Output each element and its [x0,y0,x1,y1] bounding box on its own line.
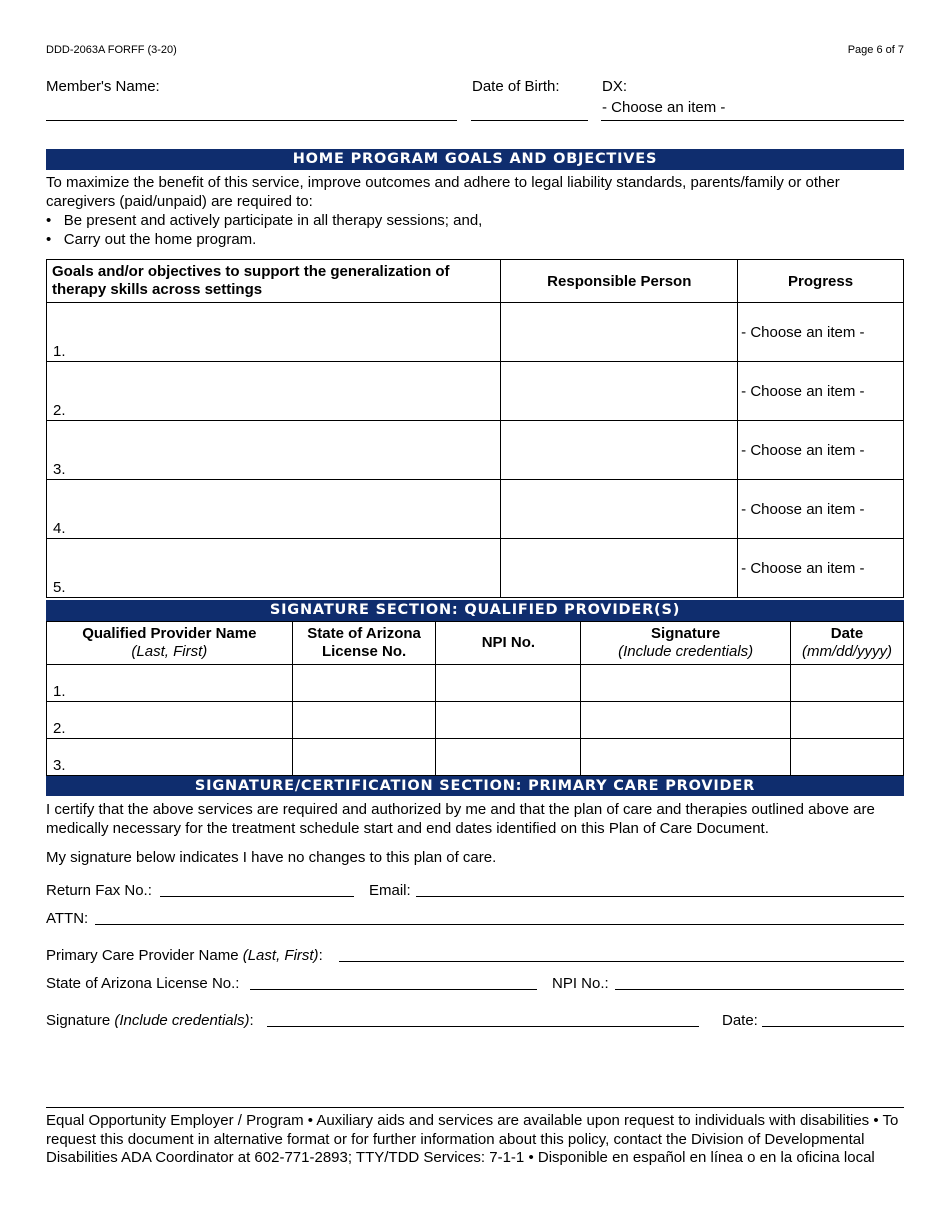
pcp-name-label: Primary Care Provider Name [46,947,239,964]
date-field[interactable] [762,1026,904,1027]
progress-dropdown[interactable]: - Choose an item - [738,539,904,598]
npi-cell[interactable] [436,739,581,776]
responsible-person-column-header: Responsible Person [501,260,738,303]
footer-divider [46,1107,904,1108]
responsible-person-cell[interactable] [501,539,738,598]
progress-dropdown[interactable]: - Choose an item - [738,303,904,362]
progress-column-header: Progress [738,260,904,303]
provider-name-cell[interactable] [47,739,293,776]
dx-label: DX: [602,78,628,95]
signature-header-main: Signature [651,625,721,642]
table-row [47,739,904,776]
signature-column-header [581,622,791,665]
goal-cell[interactable] [47,421,501,480]
license-column-header [292,622,436,665]
npi-header-main: NPI No. [481,634,536,651]
provider-name-cell[interactable] [47,702,293,739]
date-label: Date: [722,1012,758,1029]
npi-column-header [436,622,581,665]
table-row [47,539,904,598]
provider-name-header-main: Qualified Provider Name [82,625,257,642]
license-header-main: State of Arizona [307,625,421,642]
bullet-text: Carry out the home program. [63,231,257,248]
provider-name-column-header [47,622,293,665]
npi-label: NPI No.: [552,975,609,992]
row-number: 3. [53,461,66,478]
footer-text: Equal Opportunity Employer / Program • Auxiliary aids and services are available upon request to individuals with disabilities • To request this document in alternative format or for further information about this policy, contact the Division of Developmental Disabilities ADA Coordinator at 602-771-2893; TTY/TDD Services: 7-1-1 • Disponible en español en línea o en la oficina local [46,1112,899,1166]
row-number: 5. [53,579,66,596]
row-number: 3. [53,757,66,774]
table-row [47,362,904,421]
row-number: 4. [53,520,66,537]
license-cell[interactable] [292,739,436,776]
table-row [47,303,904,362]
goals-table [46,259,904,598]
date-header-main: Date [830,625,864,642]
form-id: DDD-2063A FORFF (3-20) [46,44,177,56]
date-cell[interactable] [791,739,904,776]
providers-table [46,621,904,776]
dob-label: Date of Birth: [472,78,560,95]
member-name-field[interactable] [46,120,457,121]
progress-dropdown[interactable]: - Choose an item - [738,421,904,480]
qualified-providers-title: SIGNATURE SECTION: QUALIFIED PROVIDER(S) [46,600,904,621]
responsible-person-cell[interactable] [501,480,738,539]
dob-field[interactable] [471,120,588,121]
table-row [47,421,904,480]
provider-name-cell[interactable] [47,665,293,702]
provider-name-header-sub: (Last, First) [131,643,208,660]
responsible-person-cell[interactable] [501,421,738,480]
signature-cell[interactable] [581,665,791,702]
npi-field[interactable] [615,989,904,990]
bullet-text: Be present and actively participate in all therapy sessions; and, [63,212,483,229]
home-program-title: HOME PROGRAM GOALS AND OBJECTIVES [46,149,904,170]
signature-label: Signature [46,1012,111,1029]
attn-label: ATTN: [46,910,89,927]
goal-cell[interactable] [47,303,501,362]
signature-label-group: Signature (Include credentials): [46,1012,254,1029]
row-number: 1. [53,683,66,700]
page-info: Page 6 of 7 [847,44,904,56]
date-cell[interactable] [791,665,904,702]
attn-field[interactable] [95,924,904,925]
email-label: Email: [369,882,411,899]
dx-field-underline [601,120,904,121]
return-fax-field[interactable] [160,896,354,897]
table-row [47,665,904,702]
progress-dropdown[interactable]: - Choose an item - [738,362,904,421]
date-column-header [791,622,904,665]
dx-dropdown[interactable]: - Choose an item - [602,99,726,116]
goal-cell[interactable] [47,362,501,421]
signature-field[interactable] [267,1026,699,1027]
goal-cell[interactable] [47,480,501,539]
progress-dropdown[interactable]: - Choose an item - [738,480,904,539]
bullet-item: • Be present and actively participate in all therapy sessions; and, [46,212,483,229]
pcp-name-hint: (Last, First) [242,947,319,964]
return-fax-label: Return Fax No.: [46,882,152,899]
license-field[interactable] [250,989,537,990]
license-header-sub: License No. [321,643,407,660]
certify-text: I certify that the above services are required and authorized by me and that the plan of care and therapies outlined above are medically necessary for the treatment schedule start and end dates identified on this Plan of Care Document. [46,801,875,837]
email-field[interactable] [416,896,904,897]
pcp-name-field[interactable] [339,961,904,962]
home-program-intro: To maximize the benefit of this service, improve outcomes and adhere to legal liability standards, parents/family or other caregivers (paid/unpaid) are required to: [46,174,840,210]
npi-cell[interactable] [436,702,581,739]
signature-cell[interactable] [581,702,791,739]
row-number: 2. [53,720,66,737]
no-changes-text: My signature below indicates I have no changes to this plan of care. [46,849,497,866]
npi-cell[interactable] [436,665,581,702]
responsible-person-cell[interactable] [501,362,738,421]
signature-cell[interactable] [581,739,791,776]
goals-column-header: Goals and/or objectives to support the generalization of therapy skills across settings [47,260,501,303]
date-cell[interactable] [791,702,904,739]
pcp-name-label-group: Primary Care Provider Name (Last, First): [46,947,323,964]
goal-cell[interactable] [47,539,501,598]
license-cell[interactable] [292,702,436,739]
license-cell[interactable] [292,665,436,702]
license-label: State of Arizona License No.: [46,975,240,992]
bullet-item: • Carry out the home program. [46,231,257,248]
row-number: 2. [53,402,66,419]
table-row [47,702,904,739]
table-row [47,480,904,539]
responsible-person-cell[interactable] [501,303,738,362]
date-header-sub: (mm/dd/yyyy) [802,643,892,660]
signature-header-sub: (Include credentials) [618,643,754,660]
signature-hint: (Include credentials) [114,1012,250,1029]
row-number: 1. [53,343,66,360]
member-name-label: Member's Name: [46,78,160,95]
pcp-title: SIGNATURE/CERTIFICATION SECTION: PRIMARY CARE PROVIDER [46,776,904,796]
